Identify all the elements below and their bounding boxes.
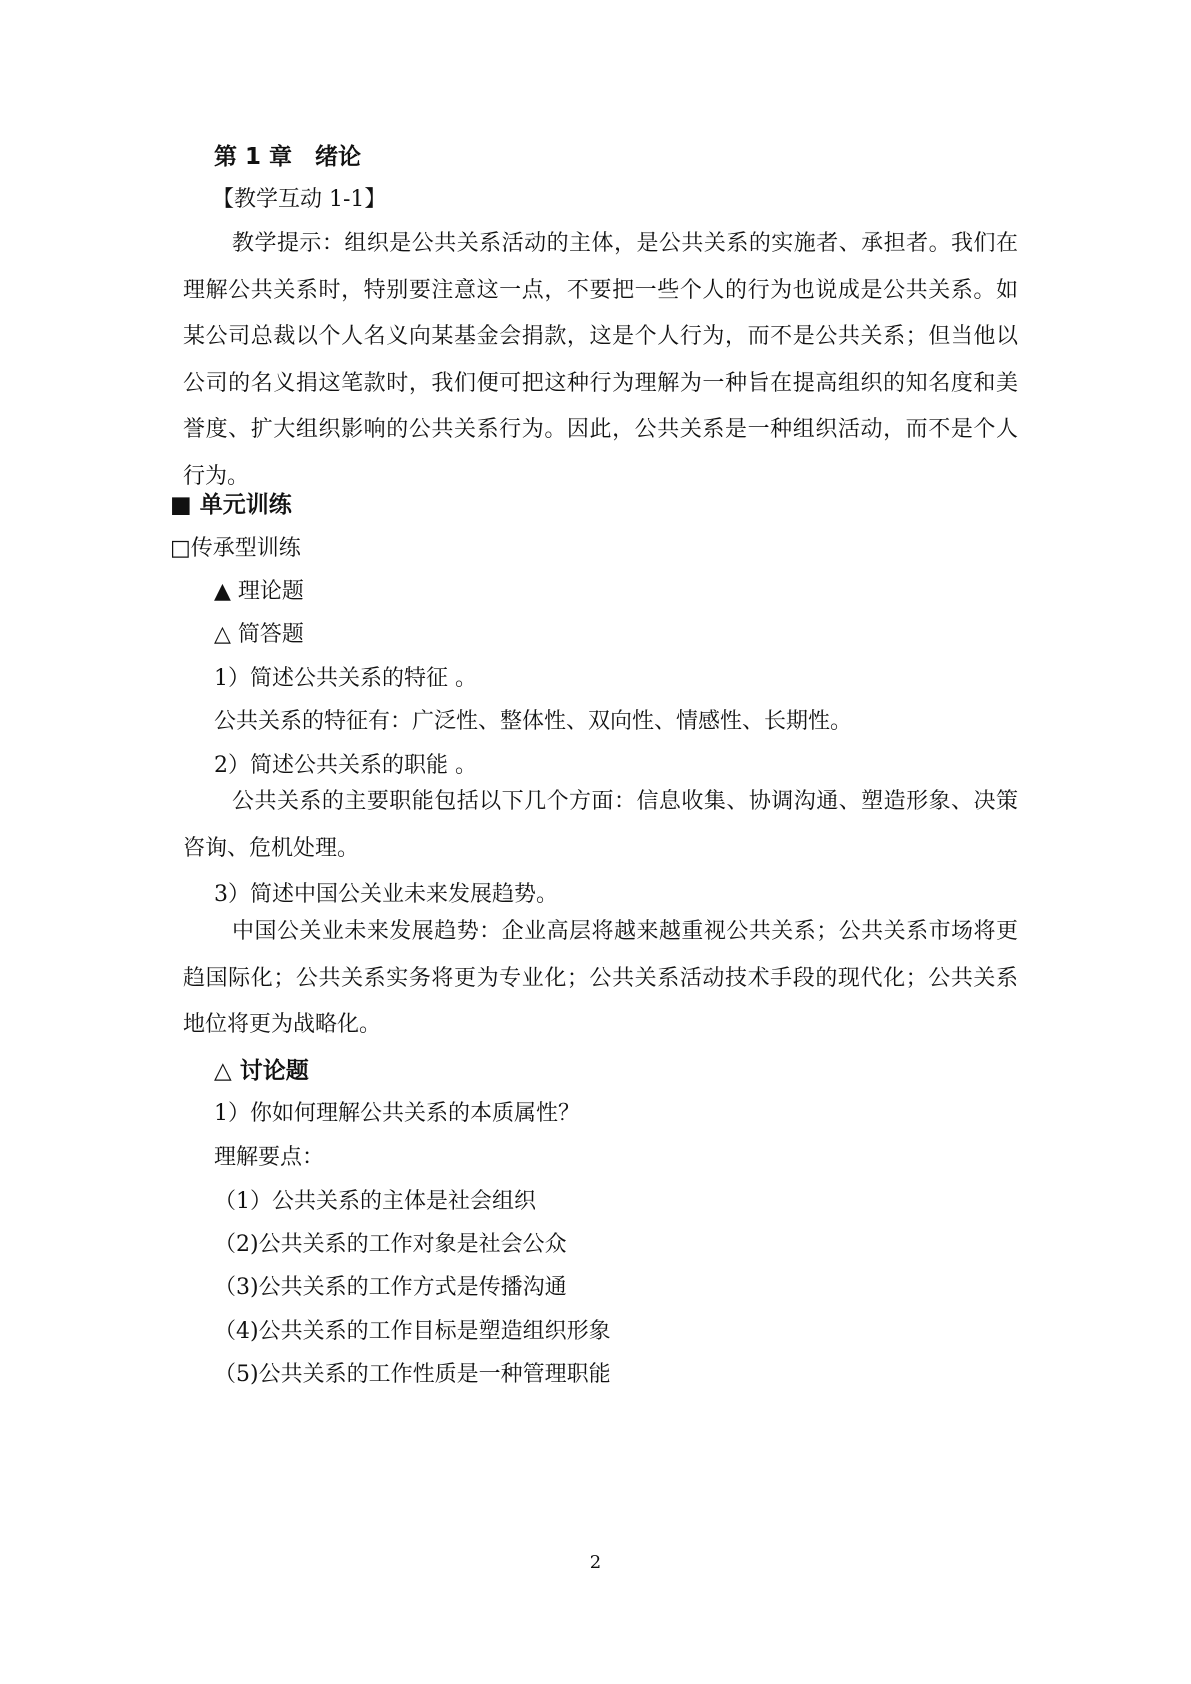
key-points-label: 理解要点： (214, 1145, 325, 1170)
answer-3-paragraph: 中国公关业未来发展趋势：企业高层将越来越重视公共关系；公共关系市场将更趋国际化；公共关系实务将更为专业化；公共关系活动技术手段的现代化；公共关系地位将更为战略化。 (183, 919, 1018, 1037)
theory-heading: ▲ 理论题 (214, 579, 304, 604)
unit-training-heading: ■ 单元训练 (170, 492, 292, 518)
key-point-5: （5)公共关系的工作性质是一种管理职能 (214, 1362, 611, 1387)
key-point-2: （2)公共关系的工作对象是社会公众 (214, 1232, 567, 1257)
key-point-1: （1）公共关系的主体是社会组织 (214, 1189, 536, 1214)
question-1: 1）简述公共关系的特征 。 (214, 666, 477, 691)
answer-1: 公共关系的特征有：广泛性、整体性、双向性、情感性、长期性。 (214, 709, 853, 734)
page-number: 2 (589, 1552, 602, 1573)
discussion-question-1: 1）你如何理解公共关系的本质属性？ (214, 1101, 580, 1126)
interaction-label: 【教学互动 1-1】 (212, 187, 387, 212)
teaching-tip-paragraph: 教学提示：组织是公共关系活动的主体，是公共关系的实施者、承担者。我们在理解公共关系时，特别要注意这一点，不要把一些个人的行为也说成是公共关系。如某公司总裁以个人名义向某基金会捐款，这是个人行为，而不是公共关系；但当他以公司的名义捐这笔款时，我们便可把这种行为理解为一种旨在提高组织的知名度和美誉度、扩大组织影响的公共关系行为。因此，公共关系是一种组织活动，而不是个人行为。 (183, 231, 1018, 489)
chapter-title: 第 1 章 绪论 (214, 144, 362, 170)
inheritance-training-label: □传承型训练 (170, 536, 301, 561)
short-answer-heading: △ 简答题 (214, 622, 304, 647)
question-3: 3）简述中国公关业未来发展趋势。 (214, 882, 558, 907)
answer-2-paragraph: 公共关系的主要职能包括以下几个方面：信息收集、协调沟通、塑造形象、决策咨询、危机处理。 (183, 789, 1018, 861)
key-point-3: （3)公共关系的工作方式是传播沟通 (214, 1275, 567, 1300)
discussion-heading: △ 讨论题 (214, 1058, 309, 1084)
key-point-4: （4)公共关系的工作目标是塑造组织形象 (214, 1319, 611, 1344)
question-2: 2）简述公共关系的职能 。 (214, 753, 477, 778)
